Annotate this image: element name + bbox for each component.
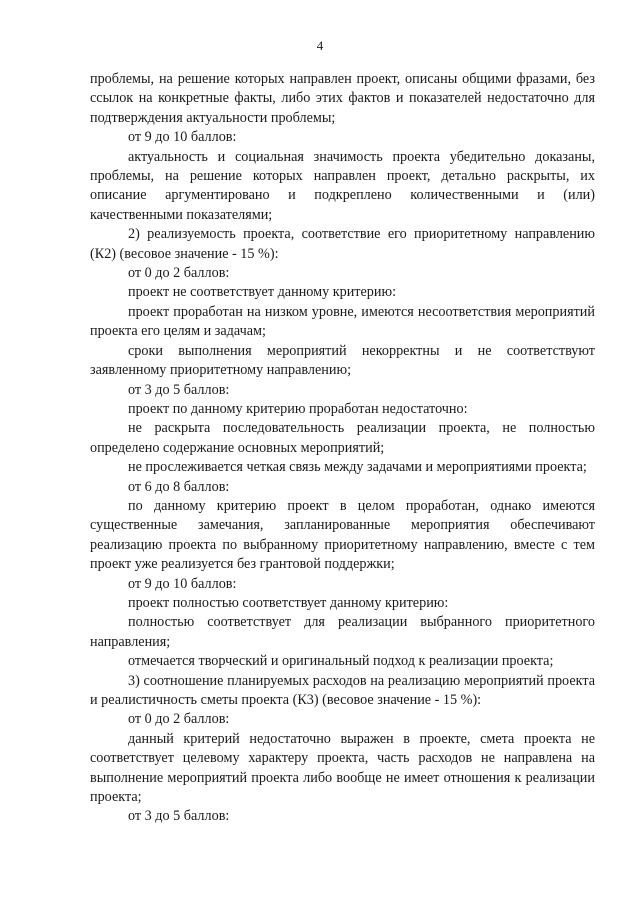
- paragraph-criterion-text: проект по данному критерию проработан недостаточно:: [128, 400, 468, 417]
- paragraph-score-range: от 3 до 5 баллов:: [128, 381, 230, 398]
- paragraph-criterion-heading-k3: 3) соотношение планируемых расходов на реализацию мероприятий проекта и реалистичность сметы проекта (К3) (весовое значение - 15 %):: [90, 672, 595, 708]
- paragraph-criterion-text: по данному критерию проект в целом проработан, однако имеются существенные замечания, запланированные мероприятия обеспечивают реализацию проекта по выбранному приоритетному направлению, вместе с тем проект уже реализуется без грантовой поддержки;: [90, 497, 595, 573]
- paragraph-criterion-text: проект не соответствует данному критерию:: [128, 284, 397, 301]
- paragraph-score-range: от 9 до 10 баллов:: [128, 575, 237, 592]
- paragraph-criterion-text: сроки выполнения мероприятий некорректны и не соответствуют заявленному приоритетному направлению;: [90, 342, 595, 379]
- paragraph-criterion-text: отмечается творческий и оригинальный подход к реализации проекта;: [128, 653, 554, 670]
- paragraph-score-range: от 0 до 2 баллов:: [128, 265, 230, 282]
- paragraph-problem-description: проблемы, на решение которых направлен проект, описаны общими фразами, без ссылок на конкретные факты, либо этих фактов и показателей недостаточно для подтверждения актуальности проблемы;: [90, 71, 595, 126]
- paragraph-criterion-text: актуальность и социальная значимость проекта убедительно доказаны, проблемы, на решение которых направлен проект, детально раскрыты, их описание аргументировано и подкреплено количественными и (или) качественными показателями;: [90, 148, 595, 223]
- paragraph-score-range: от 0 до 2 баллов:: [128, 711, 230, 728]
- paragraph-criterion-text: данный критерий недостаточно выражен в проекте, смета проекта не соответствует целевому характеру проекта, часть расходов не направлена на выполнение мероприятий проекта либо вообще не имеет отношения к реализации проекта;: [90, 730, 595, 806]
- paragraph-criterion-heading-k2: 2) реализуемость проекта, соответствие его приоритетному направлению (К2) (весовое значение - 15 %):: [90, 226, 595, 262]
- paragraph-criterion-text: проект полностью соответствует данному критерию:: [128, 594, 449, 611]
- paragraph-criterion-text: проект проработан на низком уровне, имеются несоответствия мероприятий проекта его целям и задачам;: [90, 303, 595, 340]
- paragraph-criterion-text: не прослеживается четкая связь между задачами и мероприятиями проекта;: [128, 459, 587, 476]
- document-body: [90, 70, 595, 827]
- paragraph-criterion-text: не раскрыта последовательность реализации проекта, не полностью определено содержание основных мероприятий;: [90, 420, 595, 456]
- page-number: 4: [316, 38, 324, 53]
- paragraph-score-range: от 3 до 5 баллов:: [128, 808, 230, 825]
- paragraph-score-range: от 6 до 8 баллов:: [128, 478, 230, 495]
- paragraph-score-range: от 9 до 10 баллов:: [128, 129, 237, 146]
- paragraph-criterion-text: полностью соответствует для реализации выбранного приоритетного направления;: [90, 614, 595, 650]
